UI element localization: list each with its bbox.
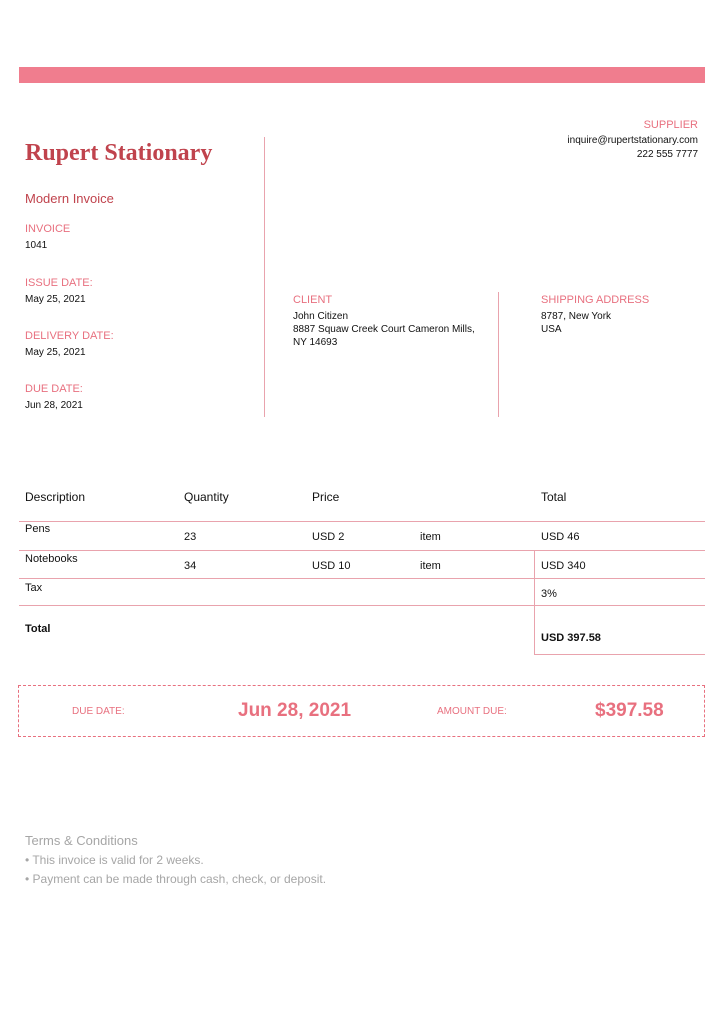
row-unit: item bbox=[420, 531, 441, 543]
table-rule bbox=[19, 578, 705, 579]
column-divider bbox=[264, 137, 265, 417]
table-rule bbox=[19, 605, 705, 606]
terms-item: • This invoice is valid for 2 weeks. bbox=[25, 853, 204, 867]
shipping-line-2: USA bbox=[541, 324, 562, 335]
client-address-line-2: NY 14693 bbox=[293, 337, 338, 348]
summary-amount-label: AMOUNT DUE: bbox=[437, 706, 507, 717]
col-header-total: Total bbox=[541, 490, 567, 504]
row-description: Pens bbox=[25, 523, 51, 535]
row-total: USD 340 bbox=[541, 560, 586, 572]
row-price: USD 10 bbox=[312, 560, 351, 572]
issue-date-value: May 25, 2021 bbox=[25, 294, 86, 305]
shipping-block bbox=[541, 293, 649, 336]
table-rule bbox=[19, 521, 705, 522]
grand-total-label: Total bbox=[25, 623, 51, 635]
row-quantity: 34 bbox=[184, 560, 197, 572]
invoice-number-field bbox=[25, 222, 70, 253]
client-block bbox=[293, 293, 475, 349]
row-total: USD 46 bbox=[541, 531, 580, 543]
supplier-label: SUPPLIER bbox=[643, 119, 698, 131]
client-address-line-1: 8887 Squaw Creek Court Cameron Mills, bbox=[293, 324, 475, 335]
row-price: USD 2 bbox=[312, 531, 345, 543]
document-subtitle: Modern Invoice bbox=[25, 191, 114, 206]
row-unit: item bbox=[420, 560, 441, 572]
delivery-date-label: DELIVERY DATE: bbox=[25, 330, 114, 342]
client-name: John Citizen bbox=[293, 311, 349, 322]
supplier-email: inquire@rupertstationary.com bbox=[567, 135, 698, 146]
delivery-date-value: May 25, 2021 bbox=[25, 347, 86, 358]
invoice-number-label: INVOICE bbox=[25, 223, 71, 235]
column-divider bbox=[498, 292, 499, 417]
supplier-phone: 222 555 7777 bbox=[636, 149, 698, 160]
delivery-date-field bbox=[25, 329, 114, 360]
due-date-value: Jun 28, 2021 bbox=[25, 400, 83, 411]
grand-total-value: USD 397.58 bbox=[541, 632, 601, 644]
shipping-line-1: 8787, New York bbox=[541, 311, 612, 322]
summary-amount-due: $397.58 bbox=[595, 700, 664, 721]
supplier-block bbox=[567, 119, 698, 162]
tax-value: 3% bbox=[541, 588, 557, 600]
due-date-label: DUE DATE: bbox=[25, 383, 83, 395]
col-header-description: Description bbox=[25, 490, 86, 504]
table-rule bbox=[534, 654, 705, 655]
row-quantity: 23 bbox=[184, 531, 197, 543]
due-date-field bbox=[25, 382, 83, 413]
col-header-price: Price bbox=[312, 490, 340, 504]
tax-label: Tax bbox=[25, 582, 43, 594]
row-description: Notebooks bbox=[25, 553, 78, 565]
terms-item: • Payment can be made through cash, check, or deposit. bbox=[25, 872, 327, 886]
header-accent-bar bbox=[19, 67, 705, 83]
table-rule bbox=[19, 550, 705, 551]
company-name: Rupert Stationary bbox=[25, 140, 213, 166]
issue-date-label: ISSUE DATE: bbox=[25, 277, 93, 289]
total-column-divider bbox=[534, 551, 535, 655]
summary-due-label: DUE DATE: bbox=[72, 706, 125, 717]
shipping-label: SHIPPING ADDRESS bbox=[541, 294, 650, 306]
terms-title: Terms & Conditions bbox=[25, 833, 138, 848]
invoice-number-value: 1041 bbox=[25, 240, 48, 251]
col-header-quantity: Quantity bbox=[184, 490, 229, 504]
summary-due-date: Jun 28, 2021 bbox=[238, 700, 352, 721]
issue-date-field bbox=[25, 276, 93, 307]
client-label: CLIENT bbox=[293, 294, 333, 306]
